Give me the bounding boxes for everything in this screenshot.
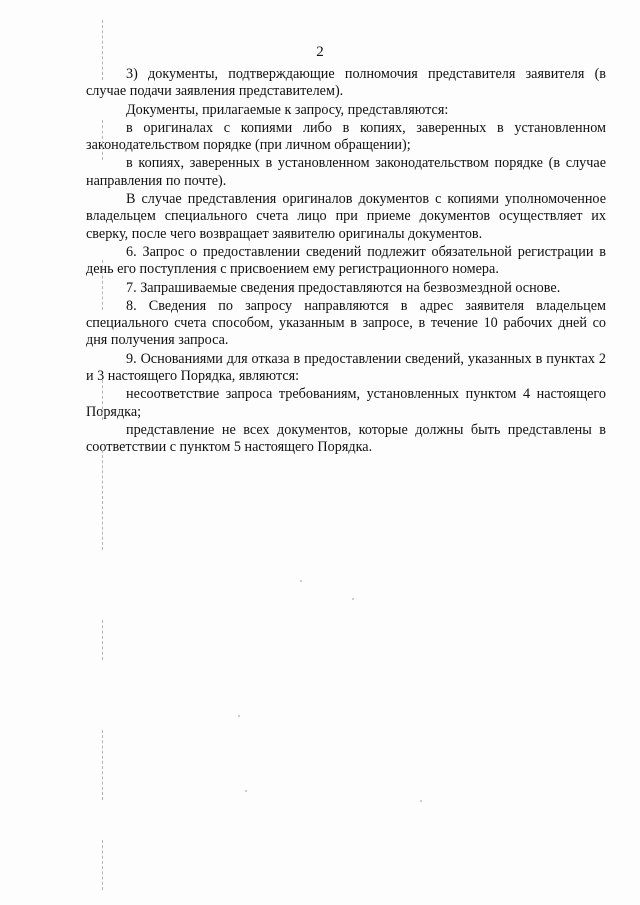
paragraph: представление не всех документов, которые должны быть представлены в соответствии с пунктом 5 настоящего Порядка. [86,421,606,456]
scan-speck [245,790,247,792]
paragraph: 3) документы, подтверждающие полномочия представителя заявителя (в случае подачи заявления представителем). [86,66,606,100]
page-number: 2 [316,44,324,60]
paragraph: в копиях, заверенных в установленном законодательством порядке (в случае направления по почте). [86,155,606,189]
scan-margin-mark [102,120,104,160]
paragraph: в оригиналах с копиями либо в копиях, заверенных в установленном законодательством порядке (при личном обращении); [86,119,606,154]
paragraph: 8. Сведения по запросу направляются в адрес заявителя владельцем специального счета способом, указанным в запросе, в течение 10 рабочих дней со дня получения запроса. [86,297,606,349]
scan-speck [238,715,240,717]
scan-margin-mark [102,450,104,550]
scan-margin-mark [102,730,104,800]
scan-margin-mark [102,620,104,660]
scan-margin-mark [102,260,104,310]
paragraph: Документы, прилагаемые к запросу, представляются: [126,101,449,118]
scan-speck [420,800,422,802]
paragraph: В случае представления оригиналов документов с копиями уполномоченное владельцем специального счета лицо при приеме документов осуществляет их сверку, после чего возвращает заявителю оригиналы документов. [86,191,606,242]
paragraph: 6. Запрос о предоставлении сведений подлежит обязательной регистрации в день его поступления с присвоением ему регистрационного номера. [86,243,606,278]
scan-margin-mark [102,840,104,890]
paragraph: несоответствие запроса требованиям, установленных пунктом 4 настоящего Порядка; [86,386,606,420]
paragraph: 7. Запрашиваемые сведения предоставляются на безвозмездной основе. [126,279,561,296]
scan-speck [300,580,302,582]
paragraph: 9. Основаниями для отказа в предоставлении сведений, указанных в пунктах 2 и 3 настоящего Порядка, являются: [86,350,606,385]
scan-speck [352,598,354,600]
scan-margin-mark [102,20,104,80]
document-body [86,66,606,457]
scan-margin-mark [102,380,104,420]
